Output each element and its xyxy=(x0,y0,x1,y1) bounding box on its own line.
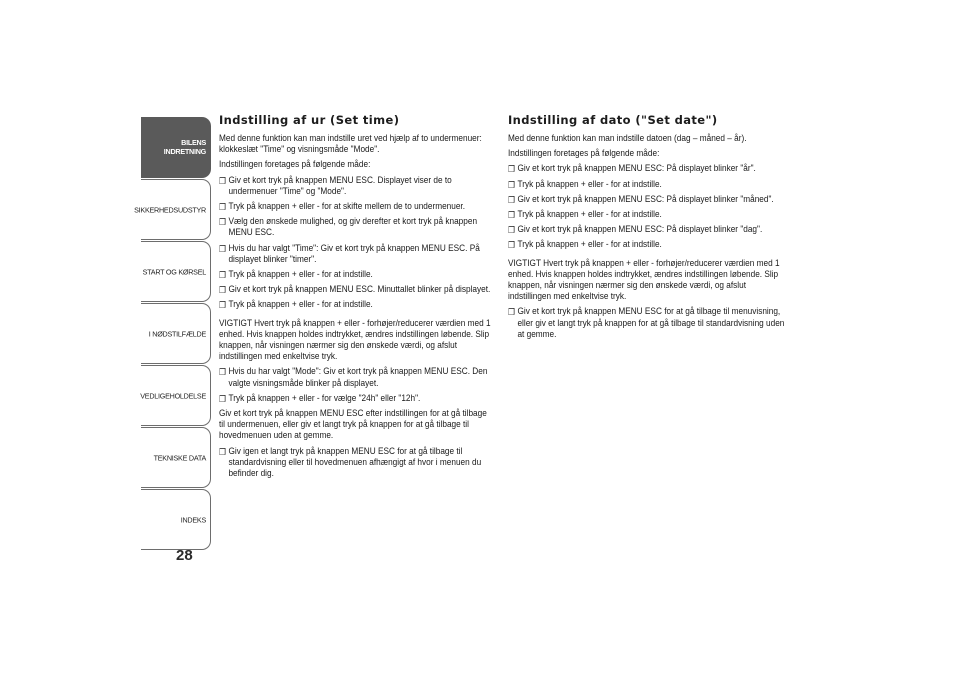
bullet-item xyxy=(219,446,493,480)
bullet-text: Tryk på knappen + eller - for at indstille. xyxy=(517,178,662,190)
paragraph: Indstillingen foretages på følgende måde: xyxy=(219,159,371,171)
bullet-item xyxy=(508,239,787,250)
bullet-item xyxy=(219,201,493,212)
bullet-text: Giv et kort tryk på knappen MENU ESC for at gå tilbage til menuvisning, eller giv et langt tryk på knappen for at gå tilbage til standardvisning uden at gemme. xyxy=(517,306,785,340)
checkbox-bullet-icon: ❒ xyxy=(219,270,226,281)
bullet-text: Giv et kort tryk på knappen MENU ESC. Minuttallet blinker på displayet. xyxy=(228,284,491,296)
bullet-text: Giv et kort tryk på knappen MENU ESC. Displayet viser de to undermenuer "Time" og "Mode". xyxy=(228,174,452,197)
bullet-item xyxy=(219,269,493,280)
chapter-tab-label xyxy=(149,329,206,338)
bullet-item xyxy=(508,194,787,205)
paragraph: Med denne funktion kan man indstille datoen (dag – måned – år). xyxy=(508,133,747,144)
bullet-item xyxy=(508,163,787,174)
checkbox-bullet-icon: ❒ xyxy=(508,225,515,236)
bullet-text: Hvis du har valgt "Time": Giv et kort tryk på knappen MENU ESC. På displayet blinker "timer". xyxy=(228,242,480,265)
bullet-text: Hvis du har valgt "Mode": Giv et kort tryk på knappen MENU ESC. Den valgte visningsmåde blinker på displayet. xyxy=(228,366,488,389)
chapter-tab[interactable] xyxy=(141,303,211,364)
checkbox-bullet-icon: ❒ xyxy=(508,164,515,175)
checkbox-bullet-icon: ❒ xyxy=(508,179,515,190)
bullet-item xyxy=(219,299,493,310)
chapter-tab-label xyxy=(140,391,206,400)
checkbox-bullet-icon: ❒ xyxy=(508,210,515,221)
paragraph: Giv et kort tryk på knappen MENU ESC efter indstillingen for at gå tilbage til undermenuen, eller giv et langt tryk på knappen for at gå tilbage til hovedmenuen uden at gemme. xyxy=(219,408,487,442)
paragraph: Indstillingen foretages på følgende måde: xyxy=(508,148,660,160)
bullet-text: Giv et kort tryk på knappen MENU ESC: På displayet blinker "måned". xyxy=(517,193,774,205)
chapter-tab-label xyxy=(134,205,206,214)
checkbox-bullet-icon: ❒ xyxy=(219,175,226,186)
paragraph: Med denne funktion kan man indstille uret ved hjælp af to undermenuer: klokkeslæt "Time" og visningsmåde "Mode". xyxy=(219,133,482,156)
left-column xyxy=(219,114,494,483)
right-body xyxy=(508,133,787,340)
chapter-tab[interactable] xyxy=(141,489,211,550)
bullet-text: Tryk på knappen + eller - for at indstille. xyxy=(517,209,662,221)
checkbox-bullet-icon: ❒ xyxy=(219,367,226,378)
chapter-tab-label-line: SIKKERHEDSUDSTYR xyxy=(134,205,206,214)
chapter-tabs xyxy=(134,117,211,551)
checkbox-bullet-icon: ❒ xyxy=(219,393,226,404)
bullet-text: Tryk på knappen + eller - for at indstille. xyxy=(228,269,373,281)
chapter-tab-label xyxy=(164,138,206,156)
checkbox-bullet-icon: ❒ xyxy=(219,285,226,296)
paragraph: VIGTIGT Hvert tryk på knappen + eller - forhøjer/reducerer værdien med 1 enhed. Hvis knappen holdes indtrykket, ændres indstillingen løbende. Slip knappen, når visningen nærmer sig den ønskede værdi, og afslut indstillingen med enkeltvise tryk. xyxy=(219,317,491,363)
bullet-text: Tryk på knappen + eller - for at indstille. xyxy=(228,299,373,311)
bullet-text: Tryk på knappen + eller - for at skifte mellem de to undermenuer. xyxy=(228,201,466,213)
chapter-tab[interactable] xyxy=(141,427,211,488)
bullet-item xyxy=(219,175,493,197)
bullet-item xyxy=(219,243,493,265)
checkbox-bullet-icon: ❒ xyxy=(219,243,226,254)
chapter-tab[interactable] xyxy=(141,117,211,178)
bullet-item xyxy=(508,224,787,235)
chapter-tab-label-line: I NØDSTILFÆLDE xyxy=(148,329,206,338)
bullet-item xyxy=(508,209,787,220)
checkbox-bullet-icon: ❒ xyxy=(219,202,226,213)
chapter-tab-label-line: START OG KØRSEL xyxy=(142,267,206,276)
checkbox-bullet-icon: ❒ xyxy=(219,300,226,311)
bullet-text: Giv et kort tryk på knappen MENU ESC: På displayet blinker "dag". xyxy=(517,224,763,236)
bullet-text: Vælg den ønskede mulighed, og giv derefter et kort tryk på knappen MENU ESC. xyxy=(228,216,478,239)
chapter-tab-label xyxy=(181,515,206,524)
chapter-tab[interactable] xyxy=(141,241,211,302)
checkbox-bullet-icon: ❒ xyxy=(219,217,226,228)
bullet-text: Giv et kort tryk på knappen MENU ESC: På displayet blinker "år". xyxy=(517,163,756,175)
checkbox-bullet-icon: ❒ xyxy=(219,446,226,457)
bullet-item xyxy=(219,393,493,404)
chapter-tab-label-line: BILENS xyxy=(181,138,206,147)
bullet-text: Tryk på knappen + eller - for at indstille. xyxy=(517,239,662,251)
bullet-text: Giv igen et langt tryk på knappen MENU ESC for at gå tilbage til standardvisning eller til hovedmenuen afhængigt af hvor i menuen du befinder dig. xyxy=(228,445,482,480)
left-body xyxy=(219,133,493,479)
checkbox-bullet-icon: ❒ xyxy=(508,194,515,205)
page-number: 28 xyxy=(176,547,193,564)
bullet-item xyxy=(508,306,787,340)
checkbox-bullet-icon: ❒ xyxy=(508,307,515,318)
chapter-tab-label xyxy=(143,267,206,276)
section-title-set-date: Indstilling af dato ("Set date") xyxy=(508,113,718,127)
bullet-item xyxy=(219,366,493,388)
paragraph: VIGTIGT Hvert tryk på knappen + eller - forhøjer/reducerer værdien med 1 enhed. Hvis knappen holdes indtrykket, ændres indstillingen løbende. Slip knappen, når visningen nærmer sig den ønskede værdi, og afslut indstillingen med enkeltvise tryk. xyxy=(508,257,780,303)
section-title-set-time: Indstilling af ur (Set time) xyxy=(219,113,400,127)
chapter-tab-label-line: VEDLIGEHOLDELSE xyxy=(140,391,206,400)
checkbox-bullet-icon: ❒ xyxy=(508,240,515,251)
chapter-tab-label-line: INDEKS xyxy=(180,515,206,524)
chapter-tab-label-line: TEKNISKE DATA xyxy=(153,453,206,462)
right-column xyxy=(508,114,788,344)
chapter-tab-label xyxy=(154,453,206,462)
chapter-tab-label-line: INDRETNING xyxy=(163,147,206,156)
bullet-item xyxy=(219,284,493,295)
chapter-tab[interactable] xyxy=(134,179,211,240)
bullet-text: Tryk på knappen + eller - for vælge "24h" eller "12h". xyxy=(228,392,421,404)
bullet-item xyxy=(508,179,787,190)
chapter-tab[interactable] xyxy=(141,365,211,426)
bullet-item xyxy=(219,216,493,238)
